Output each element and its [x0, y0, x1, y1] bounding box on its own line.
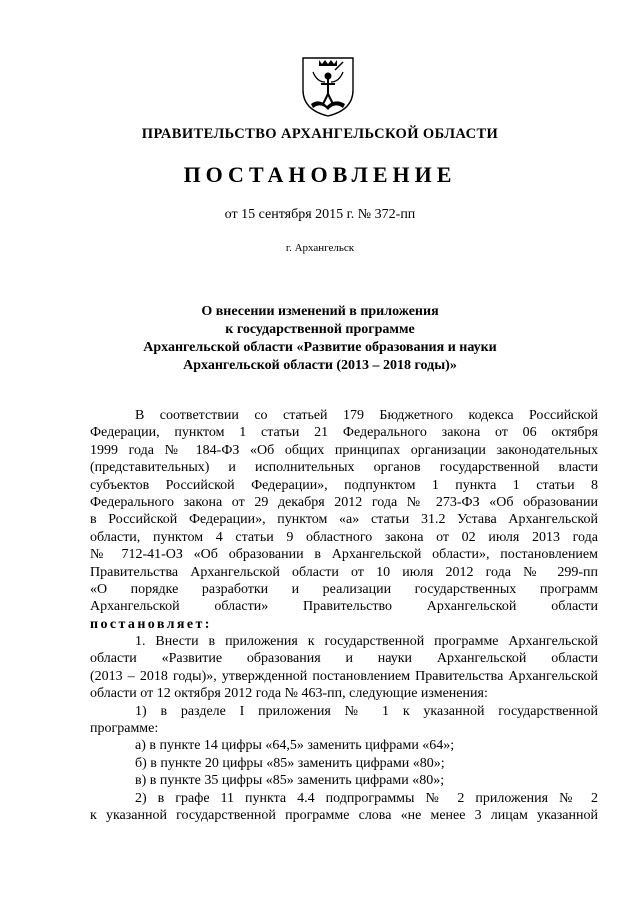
document-date-number: от 15 сентября 2015 г. № 372-пп — [224, 207, 416, 222]
list-item: б) в пункте 20 цифры «85» заменить цифрами «80»; — [135, 755, 445, 771]
body-line: области «Развитие образования и науки Архангельской области — [90, 651, 598, 667]
body-line: 1) в разделе I приложения № 1 к указанной государственной — [135, 703, 598, 719]
document-type: ПОСТАНОВЛЕНИЕ — [183, 162, 457, 187]
body-line: Федерального закона от 29 декабря 2012 года № 273-ФЗ «Об образовании — [90, 494, 598, 510]
body-line: области, пунктом 4 статьи 9 областного закона от 02 июля 2013 года — [90, 529, 598, 545]
body-line: в Российской Федерации», пунктом «а» статьи 31.2 Устава Архангельской — [90, 512, 598, 528]
title-line: Архангельской области «Развитие образования и науки — [143, 340, 497, 355]
list-item: а) в пункте 14 цифры «64,5» заменить цифрами «64»; — [135, 738, 455, 754]
title-line: Архангельской области (2013 – 2018 годы)» — [183, 358, 457, 373]
title-line: к государственной программе — [225, 322, 415, 337]
body-line: «О порядке разработки и реализации государственных программ — [90, 581, 598, 597]
coat-of-arms-emblem — [299, 54, 357, 118]
body-line: к указанной государственной программе слова «не менее 3 лицам указанной — [90, 807, 598, 823]
document-title — [90, 303, 550, 375]
body-line: 1999 года № 184-ФЗ «Об общих принципах организации законодательных — [90, 442, 598, 458]
body-line: (представительных) и исполнительных органов государственной власти — [90, 460, 598, 476]
list-item: в) в пункте 35 цифры «85» заменить цифрами «80»; — [135, 773, 445, 789]
organization-name: ПРАВИТЕЛЬСТВО АРХАНГЕЛЬСКОЙ ОБЛАСТИ — [141, 126, 499, 142]
document-city: г. Архангельск — [285, 242, 355, 254]
body-line: В соответствии со статьей 179 Бюджетного кодекса Российской — [135, 408, 598, 423]
body-line: № 712-41-ОЗ «Об образовании в Архангельской области», постановлением — [90, 547, 598, 563]
body-line: (2013 – 2018 годы)», утвержденной постановлением Правительства Архангельской — [90, 668, 598, 684]
body-line: 1. Внести в приложения к государственной программе Архангельской — [135, 634, 598, 650]
body-line: области от 12 октября 2012 года № 463-пп, следующие изменения: — [90, 686, 488, 702]
body-line: 2) в графе 11 пункта 4.4 подпрограммы № 2 приложения № 2 — [135, 790, 598, 806]
body-line: программе: — [90, 721, 159, 737]
body-line: Правительства Архангельской области от 10 июля 2012 года № 299-пп — [90, 564, 598, 580]
body-line: Архангельской области» Правительство Архангельской области — [90, 599, 598, 615]
body-line: субъектов Российской Федерации», подпунктом 1 пункта 1 статьи 8 — [90, 477, 598, 493]
body-line: Федерации, пунктом 1 статьи 21 Федерального закона от 06 октября — [90, 425, 598, 441]
document-body — [90, 407, 598, 824]
title-line: О внесении изменений в приложения — [201, 304, 439, 319]
resolution-word: постановляет: — [90, 616, 212, 632]
